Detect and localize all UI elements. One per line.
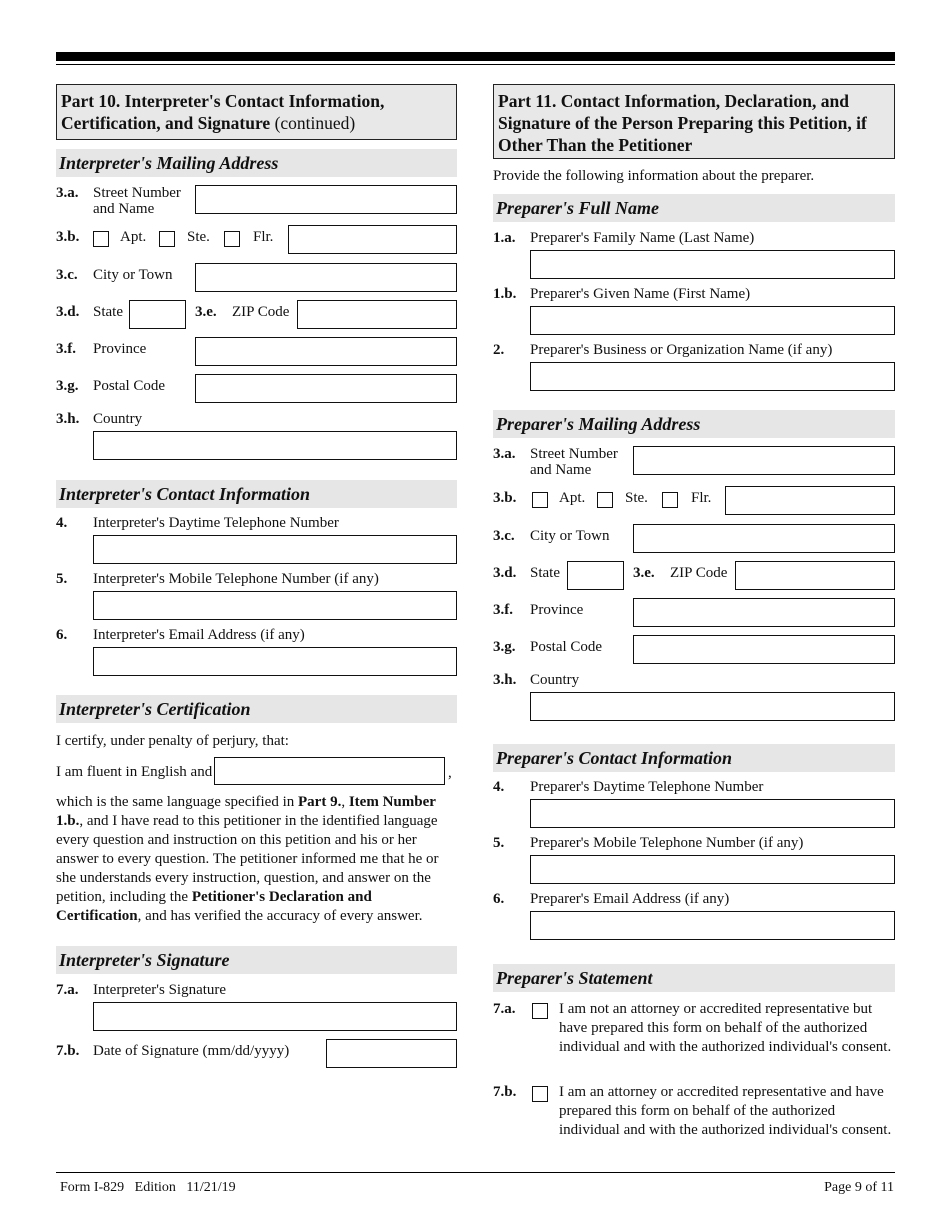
apt-checkbox[interactable]: [532, 492, 548, 508]
preparer-given-row: [493, 285, 895, 341]
preparer-email-input[interactable]: [530, 911, 895, 940]
item-number: 1.b.: [493, 286, 517, 302]
flr-label: Flr.: [253, 229, 274, 245]
preparer-city-row: [493, 520, 895, 557]
preparer-family-row: [493, 229, 895, 285]
statement-7a-checkbox[interactable]: [532, 1003, 548, 1019]
apt-label: Apt.: [120, 229, 147, 245]
part-11-column: [493, 84, 895, 1163]
street-label-line2: and Name: [93, 201, 155, 217]
preparer-unit-input[interactable]: [725, 486, 895, 515]
preparer-family-input[interactable]: [530, 250, 895, 279]
interpreter-certification-heading: Interpreter's Certification: [56, 695, 457, 723]
item-number: 3.b.: [56, 229, 80, 245]
statement-7b-text: I am an attorney or accredited representative and have prepared this form on behalf of the authorized individual and with the authorized individual's consent.: [559, 1084, 892, 1138]
interpreter-mailing-heading: Interpreter's Mailing Address: [56, 149, 457, 177]
interpreter-email-input[interactable]: [93, 647, 457, 676]
interpreter-signature-row: [56, 981, 457, 1037]
fluent-label: I am fluent in English and: [56, 764, 213, 780]
item-number: 3.h.: [493, 672, 517, 688]
preparer-mailing-heading: Preparer's Mailing Address: [493, 410, 895, 438]
interpreter-contact-heading: Interpreter's Contact Information: [56, 480, 457, 508]
flr-checkbox[interactable]: [224, 231, 240, 247]
state-label: State: [93, 304, 123, 320]
item-number: 3.e.: [633, 565, 655, 581]
comma: ,: [448, 765, 452, 781]
family-name-label: Preparer's Family Name (Last Name): [530, 230, 755, 246]
interpreter-country-input[interactable]: [93, 431, 457, 460]
preparer-given-input[interactable]: [530, 306, 895, 335]
item-number: 3.b.: [493, 490, 517, 506]
interpreter-state-zip-row: [56, 296, 457, 333]
given-name-label: Preparer's Given Name (First Name): [530, 286, 751, 302]
interpreter-postal-row: [56, 370, 457, 407]
business-name-label: Preparer's Business or Organization Name (if any): [530, 342, 833, 358]
statement-7a-text: I am not an attorney or accredited representative but have prepared this form on behalf of the authorized individual and with the authorized individual's consent.: [559, 1001, 892, 1055]
item-number: 5.: [56, 571, 68, 587]
flr-label: Flr.: [691, 490, 712, 506]
item-number: 3.a.: [56, 185, 79, 201]
preparer-email-row: [493, 890, 895, 946]
item-number: 4.: [493, 779, 505, 795]
item-number: 3.g.: [493, 639, 516, 655]
preparer-city-input[interactable]: [633, 524, 895, 553]
daytime-phone-label: Preparer's Daytime Telephone Number: [530, 779, 764, 795]
statement-7a-row: [493, 1000, 895, 1083]
form-edition: Form I-829 Edition 11/21/19: [60, 1180, 236, 1195]
email-label: Preparer's Email Address (if any): [530, 891, 730, 907]
email-label: Interpreter's Email Address (if any): [93, 627, 305, 643]
item-number: 3.h.: [56, 411, 80, 427]
part-10-continued: (continued): [274, 113, 356, 133]
item-number: 3.f.: [493, 602, 513, 618]
cert-bold-3: Petitioner's Declaration and Certification: [56, 889, 372, 924]
interpreter-province-input[interactable]: [195, 337, 457, 366]
interpreter-zip-input[interactable]: [297, 300, 457, 329]
part-10-column: [56, 84, 457, 1073]
top-thin-rule: [56, 64, 895, 65]
interpreter-signature-input[interactable]: [93, 1002, 457, 1031]
item-number: 5.: [493, 835, 505, 851]
interpreter-street-input[interactable]: [195, 185, 457, 214]
item-number: 3.g.: [56, 378, 79, 394]
interpreter-postal-input[interactable]: [195, 374, 457, 403]
top-rule: [56, 52, 895, 61]
interpreter-mobile-row: [56, 570, 457, 626]
cert-text-1: which is the same language specified in: [56, 794, 299, 810]
fluent-row: [56, 757, 457, 793]
item-number: 7.a.: [493, 1001, 516, 1017]
statement-7b-checkbox[interactable]: [532, 1086, 548, 1102]
language-input[interactable]: [214, 757, 445, 785]
preparer-business-row: [493, 341, 895, 397]
cert-text-3: , and I have read to this petitioner in the identified language every question and instruction on this petition and his or her answer to every question. The petitioner informed me that he or she understands every instruction, question, and answer on the petition, including the: [56, 813, 439, 905]
item-number: 3.c.: [56, 267, 78, 283]
item-number: 7.b.: [493, 1084, 517, 1100]
preparer-statement-heading: Preparer's Statement: [493, 964, 895, 992]
interpreter-unit-row: [56, 222, 457, 259]
street-label-line1: Street Number: [93, 185, 181, 201]
preparer-postal-row: [493, 631, 895, 668]
apt-checkbox[interactable]: [93, 231, 109, 247]
daytime-phone-label: Interpreter's Daytime Telephone Number: [93, 515, 339, 531]
preparer-mobile-input[interactable]: [530, 855, 895, 884]
ste-checkbox[interactable]: [597, 492, 613, 508]
country-label: Country: [530, 672, 580, 688]
street-label: [93, 185, 181, 217]
preparer-mobile-row: [493, 834, 895, 890]
signature-label: Interpreter's Signature: [93, 982, 227, 998]
item-number: 7.a.: [56, 982, 79, 998]
interpreter-unit-input[interactable]: [288, 225, 457, 254]
country-label: Country: [93, 411, 143, 427]
page-number: Page 9 of 11: [824, 1180, 894, 1195]
preparer-name-heading: Preparer's Full Name: [493, 194, 895, 222]
preparer-country-input[interactable]: [530, 692, 895, 721]
zip-label: ZIP Code: [232, 304, 290, 320]
preparer-street-input[interactable]: [633, 446, 895, 475]
mobile-phone-label: Preparer's Mobile Telephone Number (if any): [530, 835, 804, 851]
mobile-phone-label: Interpreter's Mobile Telephone Number (if any): [93, 571, 379, 587]
province-label: Province: [93, 341, 147, 357]
part-11-heading: Part 11. Contact Information, Declaration, and Signature of the Person Preparing this Petition, if Other Than the Petitioner: [493, 84, 895, 159]
preparer-state-input[interactable]: [567, 561, 624, 590]
preparer-intro: Provide the following information about the preparer.: [493, 168, 815, 184]
province-label: Province: [530, 602, 584, 618]
part-10-heading: [56, 84, 457, 140]
ste-label: Ste.: [625, 490, 648, 506]
item-number: 3.d.: [493, 565, 517, 581]
interpreter-state-input[interactable]: [129, 300, 186, 329]
interpreter-email-row: [56, 626, 457, 682]
item-number: 6.: [56, 627, 68, 643]
item-number: 7.b.: [56, 1043, 80, 1059]
street-label: [530, 446, 618, 478]
zip-label: ZIP Code: [670, 565, 728, 581]
cert-bold-2: Item Number 1.b.: [56, 794, 436, 829]
ste-label: Ste.: [187, 229, 210, 245]
item-number: 3.d.: [56, 304, 80, 320]
street-label-line2: and Name: [530, 462, 592, 478]
city-label: City or Town: [530, 528, 610, 544]
item-number: 1.a.: [493, 230, 516, 246]
preparer-state-zip-row: [493, 557, 895, 594]
interpreter-city-row: [56, 259, 457, 296]
statement-7b-row: [493, 1083, 895, 1163]
footer-rule: [56, 1172, 895, 1173]
preparer-street-row: [493, 445, 895, 483]
interpreter-daytime-row: [56, 514, 457, 570]
certify-text: I certify, under penalty of perjury, that:: [56, 733, 289, 749]
interpreter-daytime-input[interactable]: [93, 535, 457, 564]
preparer-daytime-input[interactable]: [530, 799, 895, 828]
flr-checkbox[interactable]: [662, 492, 678, 508]
certification-paragraph: [56, 793, 457, 926]
interpreter-date-row: [56, 1037, 457, 1073]
cert-text-2: ,: [341, 794, 349, 810]
city-label: City or Town: [93, 267, 173, 283]
item-number: 3.f.: [56, 341, 76, 357]
apt-label: Apt.: [559, 490, 586, 506]
interpreter-mobile-input[interactable]: [93, 591, 457, 620]
interpreter-date-input[interactable]: [326, 1039, 457, 1068]
item-number: 6.: [493, 891, 505, 907]
item-number: 3.a.: [493, 446, 516, 462]
preparer-province-row: [493, 594, 895, 631]
state-label: State: [530, 565, 560, 581]
preparer-daytime-row: [493, 778, 895, 834]
preparer-postal-input[interactable]: [633, 635, 895, 664]
interpreter-province-row: [56, 333, 457, 370]
part-10-title: Part 10. Interpreter's Contact Information, Certification, and Signature: [61, 91, 385, 133]
interpreter-signature-heading: Interpreter's Signature: [56, 946, 457, 974]
cert-bold-1: Part 9.: [298, 794, 342, 810]
item-number: 2.: [493, 342, 505, 358]
preparer-country-row: [493, 668, 895, 730]
preparer-unit-row: [493, 483, 895, 520]
ste-checkbox[interactable]: [159, 231, 175, 247]
preparer-zip-input[interactable]: [735, 561, 895, 590]
item-number: 4.: [56, 515, 68, 531]
date-label: Date of Signature (mm/dd/yyyy): [93, 1043, 290, 1059]
preparer-business-input[interactable]: [530, 362, 895, 391]
postal-label: Postal Code: [530, 639, 603, 655]
preparer-province-input[interactable]: [633, 598, 895, 627]
interpreter-city-input[interactable]: [195, 263, 457, 292]
preparer-contact-heading: Preparer's Contact Information: [493, 744, 895, 772]
cert-text-4: , and has verified the accuracy of every answer.: [137, 908, 423, 924]
postal-label: Postal Code: [93, 378, 166, 394]
interpreter-country-row: [56, 407, 457, 469]
interpreter-street-row: [56, 184, 457, 222]
street-label-line1: Street Number: [530, 446, 618, 462]
item-number: 3.c.: [493, 528, 515, 544]
item-number: 3.e.: [195, 304, 217, 320]
